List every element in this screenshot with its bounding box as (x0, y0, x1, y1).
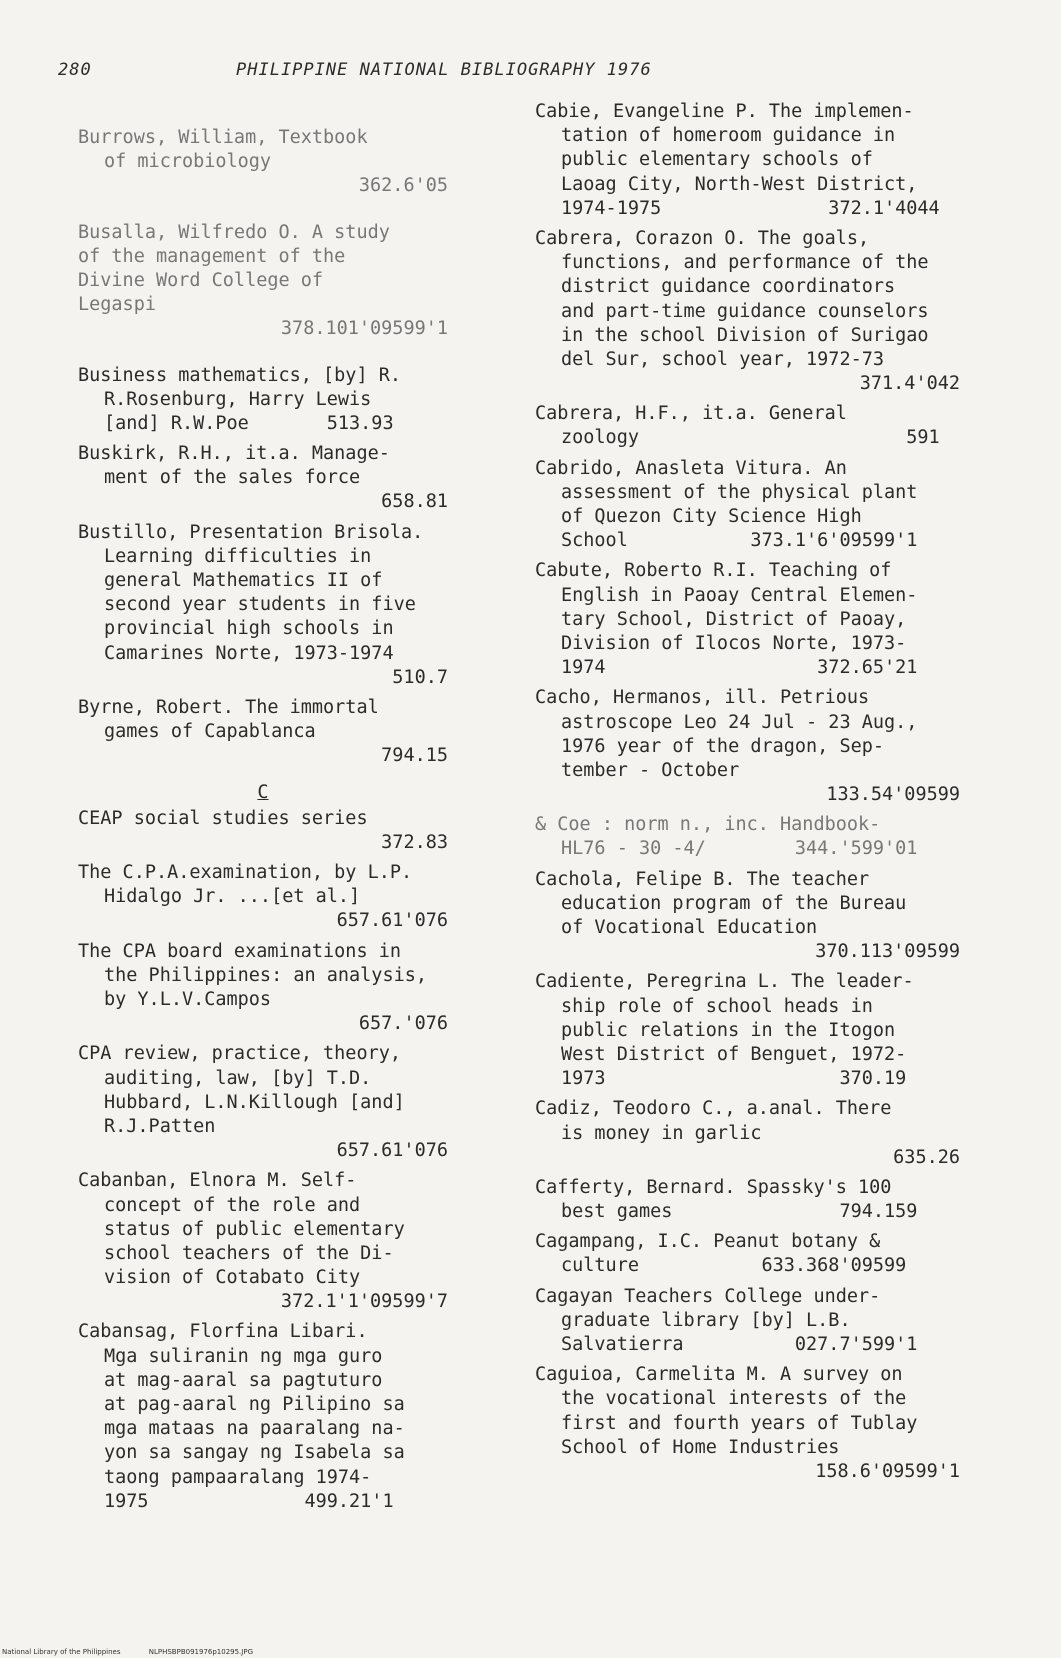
entry-line: Mga suliranin ng mga guro (104, 1345, 383, 1367)
entry-line: Cabansag, Florfina Libari. (78, 1321, 368, 1343)
entry-line: zoology 591 (561, 427, 940, 449)
section-letter: C (257, 781, 269, 803)
entry-line: Salvatierra 027.7'599'1 (561, 1334, 918, 1355)
entry-line: Hubbard, L.N.Killough [and] (104, 1091, 405, 1113)
entry-line: Cabrera, H.F., it.a. General (535, 403, 847, 425)
bibliography-entry (78, 221, 448, 342)
entry-line: The C.P.A.examination, by L.P. (78, 862, 413, 884)
bibliography-entry (78, 940, 448, 1037)
entry-line: Business mathematics, [by] R. (78, 364, 402, 386)
entry-line: best games 794.159 (561, 1201, 918, 1223)
entry-line: West District of Benguet, 1972- (561, 1043, 907, 1065)
entry-line: 1976 year of the dragon, Sep- (561, 735, 885, 757)
entry-line: tation of homeroom guidance in (561, 125, 896, 147)
entry-line: yon sa sangay ng Isabela sa (104, 1442, 405, 1464)
bibliography-entry (535, 457, 960, 554)
page-number: 280 (58, 60, 92, 80)
entry-line: culture 633.368'09599 (561, 1255, 907, 1277)
entry-line: English in Paoay Central Elemen- (561, 584, 918, 606)
entry-line: CPA review, practice, theory, (78, 1043, 402, 1065)
entry-line: Cabute, Roberto R.I. Teaching of (535, 560, 892, 582)
call-number: 657.61'076 (336, 910, 448, 932)
call-number: 362.6'05 (358, 175, 448, 197)
call-number: 371.4'042 (859, 373, 960, 395)
entry-line: at pag-aaral ng Pilipino sa (104, 1394, 405, 1415)
call-number: 657.61'076 (336, 1140, 448, 1162)
entry-line: Burrows, William, Textbook (78, 127, 368, 148)
entry-line: ment of the sales force (104, 467, 361, 489)
entry-line: Bustillo, Presentation Brisola. (78, 521, 424, 543)
call-number: 657.'076 (358, 1013, 448, 1035)
page-title: PHILIPPINE NATIONAL BIBLIOGRAPHY 1976 (236, 60, 652, 80)
entry-line: by Y.L.V.Campos (104, 989, 272, 1010)
entry-line: [and] R.W.Poe 513.93 (104, 412, 394, 434)
entry-line: Cabrera, Corazon O. The goals, (535, 227, 870, 249)
bibliography-entry (535, 227, 960, 396)
bibliography-entry (78, 126, 448, 199)
entry-line: Learning difficulties in (104, 545, 372, 567)
entry-line: Laoag City, North-West District, (561, 173, 918, 195)
entry-line: the vocational interests of the (561, 1388, 907, 1410)
entry-line: Cabrido, Anasleta Vitura. An (535, 457, 847, 479)
entry-line: mga mataas na paaralang na- (104, 1418, 405, 1440)
entry-line: of Vocational Education (561, 917, 818, 938)
entry-line: Buskirk, R.H., it.a. Manage- (78, 443, 390, 465)
entry-line: Division of Ilocos Norte, 1973- (561, 632, 907, 654)
entry-line: HL76 - 30 -4/ 344.'599'01 (561, 838, 918, 860)
entry-line: at mag-aaral sa pagtuturo (104, 1369, 383, 1391)
entry-line: and part-time guidance counselors (561, 300, 929, 322)
entry-line: Cadiz, Teodoro C., a.anal. There (535, 1098, 892, 1120)
entry-line: CEAP social studies series (78, 807, 368, 829)
entry-line: The CPA board examinations in (78, 940, 402, 962)
entry-line: public elementary schools of (561, 149, 873, 171)
entry-line: provincial high schools in (104, 618, 394, 640)
entry-line: graduate library [by] L.B. (561, 1309, 851, 1331)
bibliography-entry (78, 1320, 448, 1514)
bibliography-entry (78, 364, 448, 437)
entry-line: of Quezon City Science High (561, 506, 862, 527)
entry-line: tember - October (561, 759, 740, 781)
entry-line: Cabanban, Elnora M. Self- (78, 1170, 357, 1192)
entry-line: public relations in the Itogon (561, 1019, 896, 1041)
entry-line: Byrne, Robert. The immortal (78, 696, 379, 718)
entry-line: in the school Division of Surigao (561, 324, 929, 346)
entry-line: is money in garlic (561, 1122, 762, 1144)
call-number: 794.15 (381, 745, 448, 767)
entry-line: School of Home Industries (561, 1436, 840, 1458)
bibliography-entry (535, 686, 960, 807)
call-number: 658.81 (381, 491, 448, 513)
entry-line: functions, and performance of the (561, 252, 929, 274)
entry-line: 1975 499.21'1 (104, 1490, 394, 1512)
bibliography-entry (78, 442, 448, 515)
call-number: 370.113'09599 (815, 941, 960, 963)
bibliography-entry (535, 402, 960, 450)
call-number: 158.6'09599'1 (815, 1460, 960, 1482)
bibliography-entry (535, 868, 960, 965)
entry-line: Cafferty, Bernard. Spassky's 100 (535, 1176, 892, 1198)
call-number: 635.26 (893, 1146, 960, 1168)
entry-line: general Mathematics II of (104, 570, 383, 591)
entry-line: education program of the Bureau (561, 892, 907, 914)
entry-line: 1974 372.65'21 (561, 657, 918, 679)
bibliography-entry (78, 807, 448, 855)
entry-line: Cadiente, Peregrina L. The leader- (535, 971, 914, 993)
call-number: 372.1'1'09599'7 (280, 1291, 448, 1313)
entry-line: the Philippines: an analysis, (104, 964, 428, 986)
bibliography-entry (535, 1176, 960, 1224)
call-number: 378.101'09599'1 (280, 318, 448, 340)
entry-line: concept of the role and (104, 1194, 361, 1216)
entry-line: Busalla, Wilfredo O. A study (78, 221, 390, 243)
entry-line: school teachers of the Di- (104, 1242, 394, 1264)
entry-line: Hidalgo Jr. ...[et al.] (104, 886, 361, 908)
bibliography-entry (78, 696, 448, 769)
entry-line: assessment of the physical plant (561, 481, 918, 503)
entry-line: district guidance coordinators (561, 276, 896, 298)
entry-line: first and fourth years of Tublay (561, 1412, 918, 1434)
bibliography-entry (78, 1169, 448, 1314)
bibliography-entry (535, 813, 960, 861)
entry-line: Cacho, Hermanos, ill. Petrious (535, 687, 870, 709)
bibliography-entry (535, 1285, 960, 1358)
call-number: 133.54'09599 (826, 784, 960, 806)
bibliography-entry (535, 970, 960, 1091)
call-number: 372.83 (381, 831, 448, 853)
scan-footer (2, 1648, 279, 1656)
entry-line: status of public elementary (104, 1218, 405, 1240)
entry-line: 1974-1975 372.1'4044 (561, 197, 940, 219)
entry-line: of microbiology (104, 151, 272, 173)
entry-line: Legaspi (78, 294, 156, 316)
entry-line: R.J.Patten (104, 1115, 216, 1137)
bibliography-entry (535, 559, 960, 680)
entry-line: of the management of the (78, 245, 346, 267)
entry-line: Cachola, Felipe B. The teacher (535, 868, 870, 890)
entry-line: games of Capablanca (104, 721, 316, 743)
entry-line: del Sur, school year, 1972-73 (561, 348, 885, 370)
footer-file-id: NLPHSBPB091976p10295.JPG (148, 1648, 253, 1656)
left-column (78, 126, 448, 1520)
bibliography-entry (535, 1097, 960, 1170)
right-column (535, 100, 960, 1490)
entry-line: Divine Word College of (78, 269, 324, 291)
entry-line: vision of Cotabato City (104, 1267, 361, 1289)
entry-line: School 373.1'6'09599'1 (561, 530, 918, 552)
entry-line: ship role of school heads in (561, 995, 873, 1017)
entry-line: astroscope Leo 24 Jul - 23 Aug., (561, 711, 918, 733)
entry-line: auditing, law, [by] T.D. (104, 1067, 372, 1089)
bibliography-entry (78, 521, 448, 690)
call-number: 510.7 (392, 666, 448, 688)
entry-line: second year students in five (104, 594, 416, 616)
bibliography-entry (78, 1042, 448, 1163)
bibliography-entry (535, 1363, 960, 1484)
entry-line: Cagampang, I.C. Peanut botany & (535, 1231, 881, 1253)
entry-line: Camarines Norte, 1973-1974 (104, 642, 394, 664)
entry-line: Cagayan Teachers College under- (535, 1285, 881, 1307)
bibliography-entry (78, 861, 448, 934)
entry-line: Caguioa, Carmelita M. A survey on (535, 1364, 903, 1386)
entry-line: 1973 370.19 (561, 1068, 907, 1090)
entry-line: Cabie, Evangeline P. The implemen- (535, 101, 914, 122)
entry-line: & Coe : norm n., inc. Handbook- (535, 814, 881, 836)
entry-line: taong pampaaralang 1974- (104, 1466, 372, 1488)
entry-line: R.Rosenburg, Harry Lewis (104, 388, 372, 410)
bibliography-entry (535, 100, 960, 221)
footer-source: National Library of the Philippines (2, 1648, 121, 1656)
bibliography-entry (535, 1230, 960, 1278)
entry-line: tary School, District of Paoay, (561, 608, 907, 630)
